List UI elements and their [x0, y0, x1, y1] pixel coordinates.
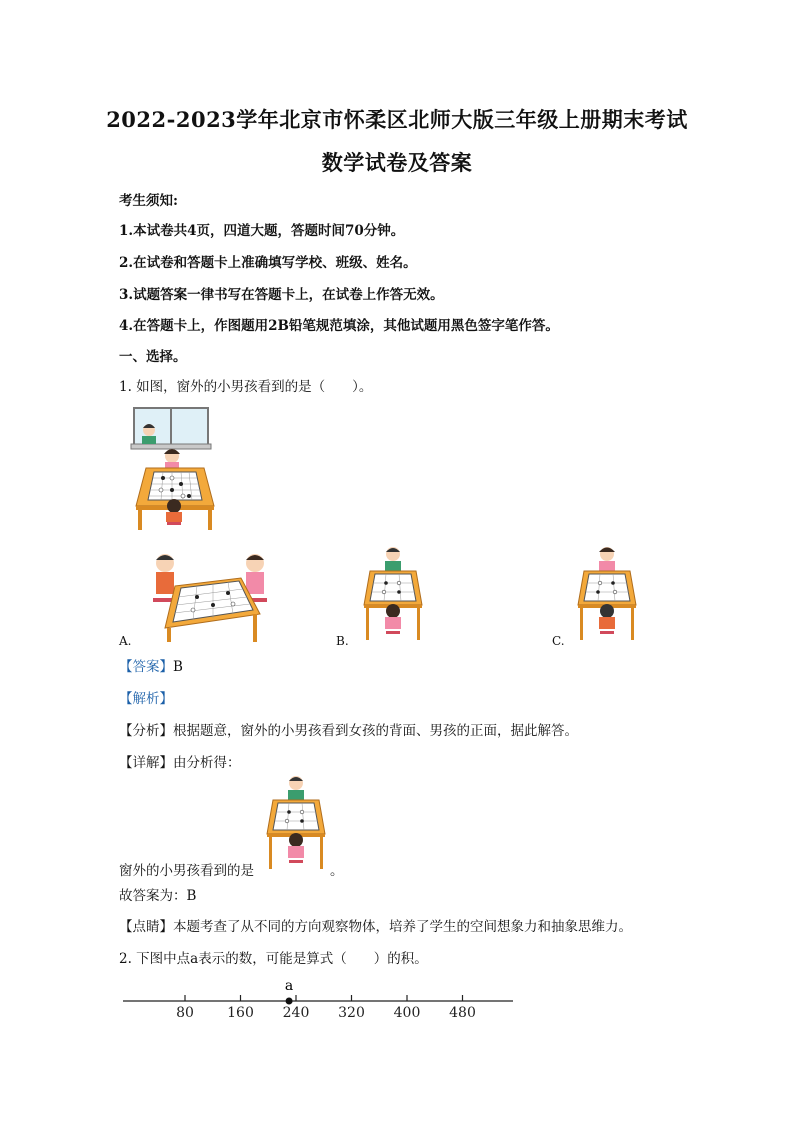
number-line [115, 975, 520, 1025]
number-line-tick-label: 160 [227, 1005, 254, 1021]
number-line-tick-label: 480 [449, 1005, 476, 1021]
point-a-label: a [284, 978, 294, 994]
answer-value: B [173, 659, 183, 675]
fenxi-tag: 【分析】 [119, 723, 173, 739]
document-title-line2: 数学试卷及答案 [321, 150, 473, 175]
dianjing-line [119, 915, 632, 935]
question-1-stem: 1. 如图，窗外的小男孩看到的是（ ）。 [119, 379, 373, 395]
fenxi-text: 根据题意，窗外的小男孩看到女孩的背面、男孩的正面，据此解答。 [173, 723, 578, 739]
answer-tag: 【答案】 [119, 659, 173, 675]
option-c-label: C. [552, 634, 565, 648]
seen-line-end: 。 [330, 863, 344, 879]
xiangjie-text: 由分析得： [173, 755, 241, 771]
option-a-label: A. [119, 634, 132, 648]
analysis-line [119, 687, 173, 707]
xiangjie-line [119, 751, 241, 771]
document-title-line1: 2022-2023学年北京市怀柔区北师大版三年级上册期末考试 [106, 107, 688, 132]
xiangjie-tag: 【详解】 [119, 755, 173, 771]
option-c-illustration [576, 545, 638, 642]
number-line-tick-label: 80 [176, 1005, 194, 1021]
point-a [286, 998, 293, 1005]
conclusion-line: 故答案为：B [119, 888, 197, 904]
number-line-tick-label: 240 [282, 1005, 310, 1021]
section-heading-choice: 一、选择。 [119, 349, 187, 365]
notice-item-1: 1.本试卷共4页，四道大题，答题时间70分钟。 [119, 223, 405, 239]
dianjing-tag: 【点睛】 [119, 919, 173, 935]
number-line-tick-label: 320 [338, 1005, 365, 1021]
dianjing-text: 本题考查了从不同的方向观察物体，培养了学生的空间想象力和抽象思维力。 [173, 919, 632, 935]
scene-illustration [128, 406, 220, 531]
fenxi-line [119, 719, 578, 739]
notice-item-2: 2.在试卷和答题卡上准确填写学校、班级、姓名。 [119, 255, 417, 271]
option-b-illustration [362, 545, 424, 642]
notice-heading: 考生须知: [119, 193, 178, 209]
option-a-illustration [145, 548, 270, 643]
number-line-tick-label: 400 [393, 1005, 421, 1021]
notice-item-3: 3.试题答案一律书写在答题卡上，在试卷上作答无效。 [119, 287, 444, 303]
seen-line: 窗外的小男孩看到的是 [119, 863, 254, 879]
answer-line [119, 655, 183, 675]
question-2-stem: 2. 下图中点a表示的数，可能是算式（ ）的积。 [119, 951, 428, 967]
detail-illustration [265, 774, 327, 871]
option-b-label: B. [336, 634, 349, 648]
notice-item-4: 4.在答题卡上，作图题用2B铅笔规范填涂，其他试题用黑色签字笔作答。 [119, 318, 559, 334]
analysis-tag: 【解析】 [119, 691, 173, 707]
